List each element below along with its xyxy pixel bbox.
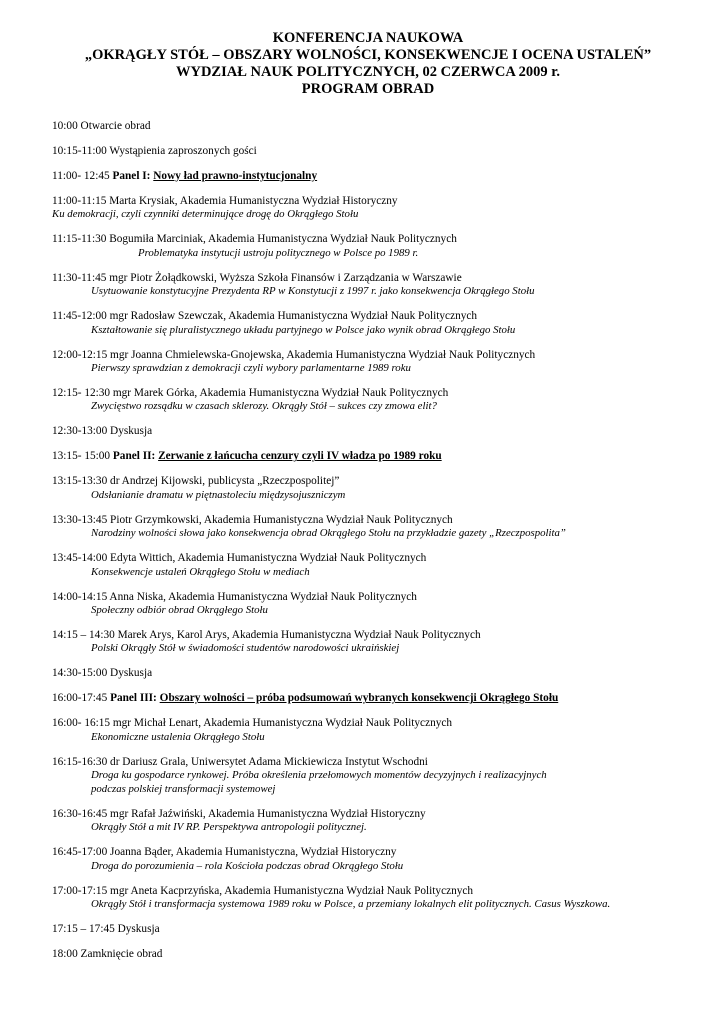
schedule-item xyxy=(52,120,684,133)
talk-title: Ku demokracji, czyli czynniki determinujące drogę do Okrągłego Stołu xyxy=(52,208,359,221)
talk-entry xyxy=(52,310,684,337)
schedule-item-text: 17:15 – 17:45 Dyskusja xyxy=(52,922,160,935)
talk-title: Narodziny wolności słowa jako konsekwencja obrad Okrągłego Stołu na przykładzie gazety „Rzeczpospolita” xyxy=(91,527,566,540)
talk-title: Usytuowanie konstytucyjne Prezydenta RP w Konstytucji z 1997 r. jako konsekwencja Okrągłego Stołu xyxy=(91,285,535,298)
panel-label: Panel II: xyxy=(112,450,159,463)
talk-speaker-line: 12:15- 12:30 mgr Marek Górka, Akademia Humanistyczna Wydział Nauk Politycznych xyxy=(52,387,449,400)
program-heading: PROGRAM OBRAD xyxy=(301,81,435,97)
talk-speaker-line: 16:00- 16:15 mgr Michał Lenart, Akademia Humanistyczna Wydział Nauk Politycznych xyxy=(52,717,453,730)
panel-heading xyxy=(52,692,684,705)
talk-title: Zwycięstwo rozsądku w czasach sklerozy. Okrągły Stół – sukces czy zmowa elit? xyxy=(91,400,437,413)
talk-title: Konsekwencje ustaleń Okrągłego Stołu w mediach xyxy=(91,565,310,578)
talk-speaker-line: 13:30-13:45 Piotr Grzymkowski, Akademia Humanistyczna Wydział Nauk Politycznych xyxy=(52,513,453,526)
conference-label: KONFERENCJA NAUKOWA xyxy=(272,30,464,46)
panel-title: Nowy ład prawno-instytucjonalny xyxy=(153,170,318,182)
faculty-date: WYDZIAŁ NAUK POLITYCZNYCH, 02 CZERWCA 2009 r. xyxy=(175,64,561,80)
schedule-item-text: 12:30-13:00 Dyskusja xyxy=(52,425,153,438)
talk-title: Okrągły Stół a mit IV RP. Perspektywa antropologii politycznej. xyxy=(91,821,367,834)
talk-title: Kształtowanie się pluralistycznego układu partyjnego w Polsce jako wynik obrad Okrągłego Stołu xyxy=(91,323,516,336)
talk-title: Okrągły Stół i transformacja systemowa 1989 roku w Polsce, a przemiany lokalnych elit politycznych. Casus Wyszkowa. xyxy=(91,897,611,910)
schedule-item xyxy=(52,667,684,680)
panel-heading-line xyxy=(52,170,684,183)
talk-title: podczas polskiej transformacji systemowej xyxy=(91,782,276,795)
talk-speaker-line: 11:15-11:30 Bogumiła Marciniak, Akademia Humanistyczna Wydział Nauk Politycznych xyxy=(52,233,457,246)
talk-title: Problematyka instytucji ustroju politycznego w Polsce po 1989 r. xyxy=(138,246,419,259)
talk-entry xyxy=(52,846,684,873)
talk-entry xyxy=(52,756,684,796)
schedule-item xyxy=(52,948,684,961)
talk-title: Polski Okrągły Stół w świadomości studentów narodowości ukraińskiej xyxy=(91,642,400,655)
panel-label: Panel III: xyxy=(110,692,160,705)
talk-entry xyxy=(52,387,684,414)
talk-entry xyxy=(52,591,684,618)
schedule-item-text: 10:00 Otwarcie obrad xyxy=(52,120,151,132)
panel-title: Obszary wolności – próba podsumowań wybranych konsekwencji Okrągłego Stołu xyxy=(159,692,559,705)
document-header xyxy=(52,30,684,98)
talk-entry xyxy=(52,272,684,299)
panel-heading-line xyxy=(52,692,684,705)
panel-heading xyxy=(52,450,684,463)
panel-time: 16:00-17:45 xyxy=(52,692,111,705)
talk-entry xyxy=(52,195,684,222)
talk-title: Ekonomiczne ustalenia Okrągłego Stołu xyxy=(91,730,265,743)
talk-speaker-line: 16:45-17:00 Joanna Bąder, Akademia Humanistyczna, Wydział Historyczny xyxy=(52,846,397,859)
talk-title: Droga ku gospodarce rynkowej. Próba określenia przełomowych momentów decyzyjnych i realizacyjnych xyxy=(91,769,547,782)
talk-entry xyxy=(52,514,684,541)
talk-speaker-line: 11:00-11:15 Marta Krysiak, Akademia Humanistyczna Wydział Historyczny xyxy=(52,195,398,207)
talk-speaker-line: 14:00-14:15 Anna Niska, Akademia Humanistyczna Wydział Nauk Politycznych xyxy=(52,590,417,603)
talk-entry xyxy=(52,475,684,502)
panel-label: Panel I: xyxy=(112,170,154,182)
talk-entry xyxy=(52,233,684,260)
talk-title: Droga do porozumienia – rola Kościoła podczas obrad Okrągłego Stołu xyxy=(91,859,404,872)
talk-speaker-line: 11:30-11:45 mgr Piotr Żołądkowski, Wyższa Szkoła Finansów i Zarządzania w Warszawie xyxy=(52,271,462,284)
talk-speaker-line: 11:45-12:00 mgr Radosław Szewczak, Akademia Humanistyczna Wydział Nauk Politycznych xyxy=(52,310,478,323)
program-entries xyxy=(52,120,684,961)
talk-title: Odsłanianie dramatu w piętnastoleciu międzysojuszniczym xyxy=(91,488,346,501)
panel-title: Zerwanie z łańcucha cenzury czyli IV władza po 1989 roku xyxy=(158,450,442,463)
schedule-item-text: 18:00 Zamknięcie obrad xyxy=(52,947,163,960)
panel-time: 13:15- 15:00 xyxy=(52,450,113,463)
talk-entry xyxy=(52,808,684,835)
panel-heading xyxy=(52,170,684,183)
talk-speaker-line: 12:00-12:15 mgr Joanna Chmielewska-Gnojewska, Akademia Humanistyczna Wydział Nauk Politycznych xyxy=(52,348,536,361)
talk-entry xyxy=(52,885,684,912)
talk-speaker-line: 17:00-17:15 mgr Aneta Kacprzyńska, Akademia Humanistyczna Wydział Nauk Politycznych xyxy=(52,884,474,897)
talk-entry xyxy=(52,552,684,579)
conference-title: „OKRĄGŁY STÓŁ – OBSZARY WOLNOŚCI, KONSEKWENCJE I OCENA USTALEŃ” xyxy=(84,47,652,63)
schedule-item xyxy=(52,923,684,936)
talk-speaker-line: 14:15 – 14:30 Marek Arys, Karol Arys, Akademia Humanistyczna Wydział Nauk Politycznych xyxy=(52,629,481,642)
schedule-item-text: 14:30-15:00 Dyskusja xyxy=(52,667,153,680)
talk-speaker-line: 13:15-13:30 dr Andrzej Kijowski, publicysta „Rzeczpospolitej” xyxy=(52,475,340,488)
talk-entry xyxy=(52,629,684,656)
talk-speaker-line: 16:30-16:45 mgr Rafał Jaźwiński, Akademia Humanistyczna Wydział Historyczny xyxy=(52,807,426,820)
panel-time: 11:00- 12:45 xyxy=(52,170,113,182)
schedule-item xyxy=(52,425,684,438)
talk-title: Społeczny odbiór obrad Okrągłego Stołu xyxy=(91,604,268,617)
schedule-item-text: 10:15-11:00 Wystąpienia zaproszonych gości xyxy=(52,145,257,157)
panel-heading-line xyxy=(52,450,684,463)
talk-speaker-line: 16:15-16:30 dr Dariusz Grala, Uniwersytet Adama Mickiewicza Instytut Wschodni xyxy=(52,755,428,768)
talk-entry xyxy=(52,349,684,376)
schedule-item xyxy=(52,145,684,158)
talk-entry xyxy=(52,717,684,744)
talk-title: Pierwszy sprawdzian z demokracji czyli wybory parlamentarne 1989 roku xyxy=(91,362,411,375)
talk-speaker-line: 13:45-14:00 Edyta Wittich, Akademia Humanistyczna Wydział Nauk Politycznych xyxy=(52,552,427,565)
